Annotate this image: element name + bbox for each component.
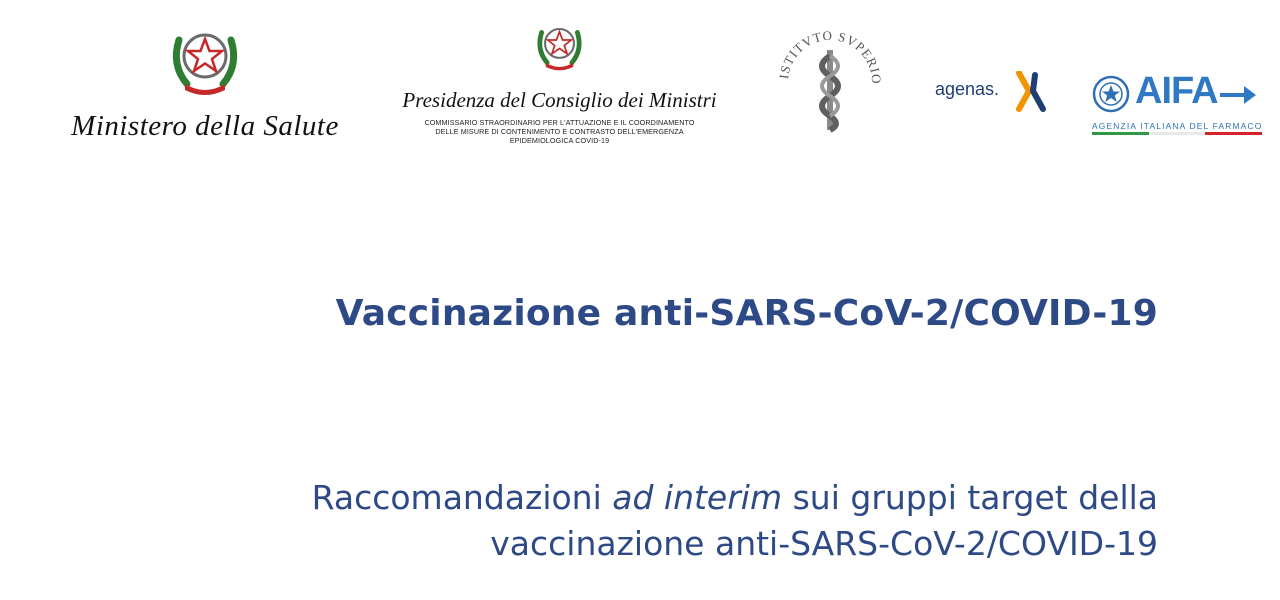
commissario-text [392, 118, 727, 145]
aifa-agency-name: AGENZIA ITALIANA DEL FARMACO [1092, 121, 1263, 131]
ministero-salute-wordmark: Ministero della Salute [71, 110, 339, 142]
commissario-line: EPIDEMIOLOGICA COVID-19 [509, 136, 610, 145]
iss-caduceus-seal-icon [770, 20, 890, 145]
document-title: Vaccinazione anti-SARS-CoV-2/COVID-19 [335, 293, 1158, 334]
document-subtitle [312, 475, 1158, 567]
iss-seal-text: ISTITVTO SVPERIO [776, 27, 885, 85]
commissario-line: COMMISSARIO STRAORDINARIO PER L'ATTUAZIONE E IL COORDINAMENTO [424, 118, 695, 127]
italian-flag-stripe [1092, 132, 1262, 135]
aifa-arrow-icon [1220, 83, 1256, 107]
commissario-line: DELLE MISURE DI CONTENIMENTO E CONTRASTO DELL'EMERGENZA [435, 127, 684, 136]
flag-red [1205, 132, 1262, 135]
flag-white [1149, 132, 1206, 135]
subtitle-text: Raccomandazioni [311, 478, 613, 517]
flag-green [1092, 132, 1149, 135]
subtitle-text: sui gruppi target della [782, 478, 1158, 517]
ministero-salute-logo [50, 20, 360, 145]
presidenza-wordmark: Presidenza del Consiglio dei Ministri [402, 88, 717, 112]
iss-logo [770, 20, 890, 145]
aifa-wordmark: AIFA [1135, 70, 1218, 112]
agenas-logo [935, 65, 1065, 115]
aifa-logo [1092, 70, 1272, 140]
aifa-seal-icon [1092, 75, 1130, 113]
presidenza-consiglio-logo [392, 18, 727, 153]
italian-republic-emblem-icon [532, 18, 587, 73]
subtitle-line-2: vaccinazione anti-SARS-CoV-2/COVID-19 [490, 524, 1158, 563]
agenas-mark-icon [1015, 71, 1055, 113]
italian-republic-emblem-icon [165, 20, 245, 98]
subtitle-line-1 [312, 475, 1158, 521]
agenas-wordmark: agenas. [935, 79, 1000, 99]
subtitle-italic: ad interim [612, 478, 783, 517]
